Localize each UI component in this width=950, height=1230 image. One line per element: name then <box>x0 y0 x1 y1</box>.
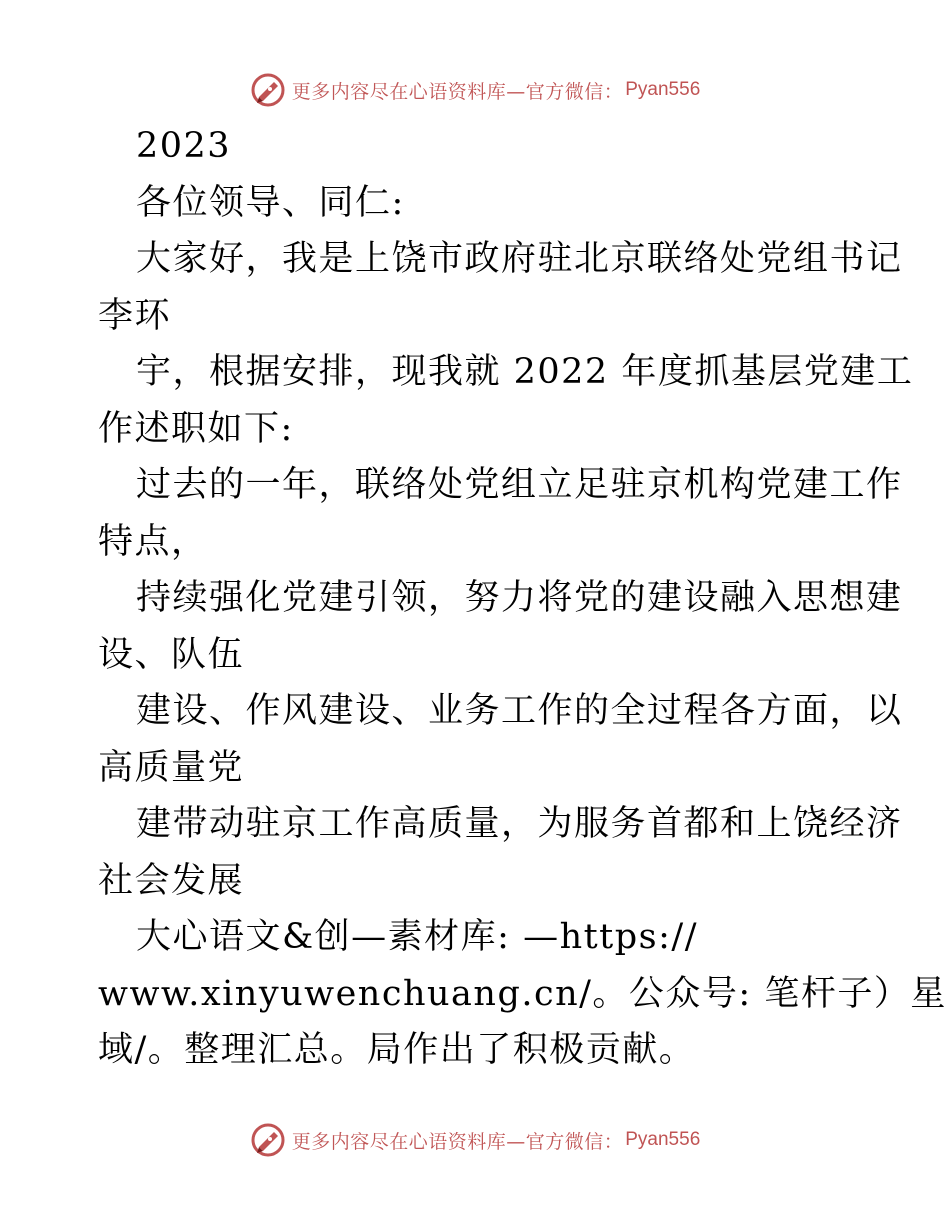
footer-watermark <box>0 1120 950 1160</box>
doc-line: 作述职如下: <box>98 408 294 449</box>
doc-line: 大心语文&创—素材库: —https:// <box>136 917 698 957</box>
doc-line: 过去的一年，联络处党组立足驻京机构党建工作 <box>136 465 903 505</box>
doc-line: 宇，根据安排，现我就 2022 年度抓基层党建工 <box>136 352 914 392</box>
doc-line: 李环 <box>98 295 172 336</box>
doc-line: 大家好，我是上饶市政府驻北京联络处党组书记 <box>136 239 903 279</box>
doc-line: 持续强化党建引领，努力将党的建设融入思想建 <box>136 578 903 618</box>
pen-logo-icon <box>250 72 286 108</box>
doc-line: 各位领导、同仁: <box>136 182 405 223</box>
doc-line: 域/。整理汇总。局作出了积极贡献。 <box>98 1030 696 1070</box>
document-body <box>98 118 947 1079</box>
doc-line: 特点， <box>98 521 208 562</box>
pen-logo-icon <box>250 1122 286 1158</box>
doc-line: 2023 <box>136 126 232 166</box>
footer-wechat-id: Pyan556 <box>625 1129 701 1150</box>
header-watermark-text: 更多内容尽在心语资料库—官方微信： <box>291 80 624 103</box>
header-watermark <box>0 70 950 110</box>
header-wechat-id: Pyan556 <box>625 79 701 100</box>
footer-watermark-text: 更多内容尽在心语资料库—官方微信： <box>291 1130 624 1153</box>
doc-line: 建设、作风建设、业务工作的全过程各方面，以 <box>136 691 903 731</box>
doc-line: 高质量党 <box>98 747 245 788</box>
doc-line: 社会发展 <box>98 860 245 901</box>
doc-line: www.xinyuwenchuang.cn/。公众号: 笔杆子）星 <box>98 973 947 1014</box>
doc-line: 设、队伍 <box>98 634 245 675</box>
doc-line: 建带动驻京工作高质量，为服务首都和上饶经济 <box>136 804 903 844</box>
